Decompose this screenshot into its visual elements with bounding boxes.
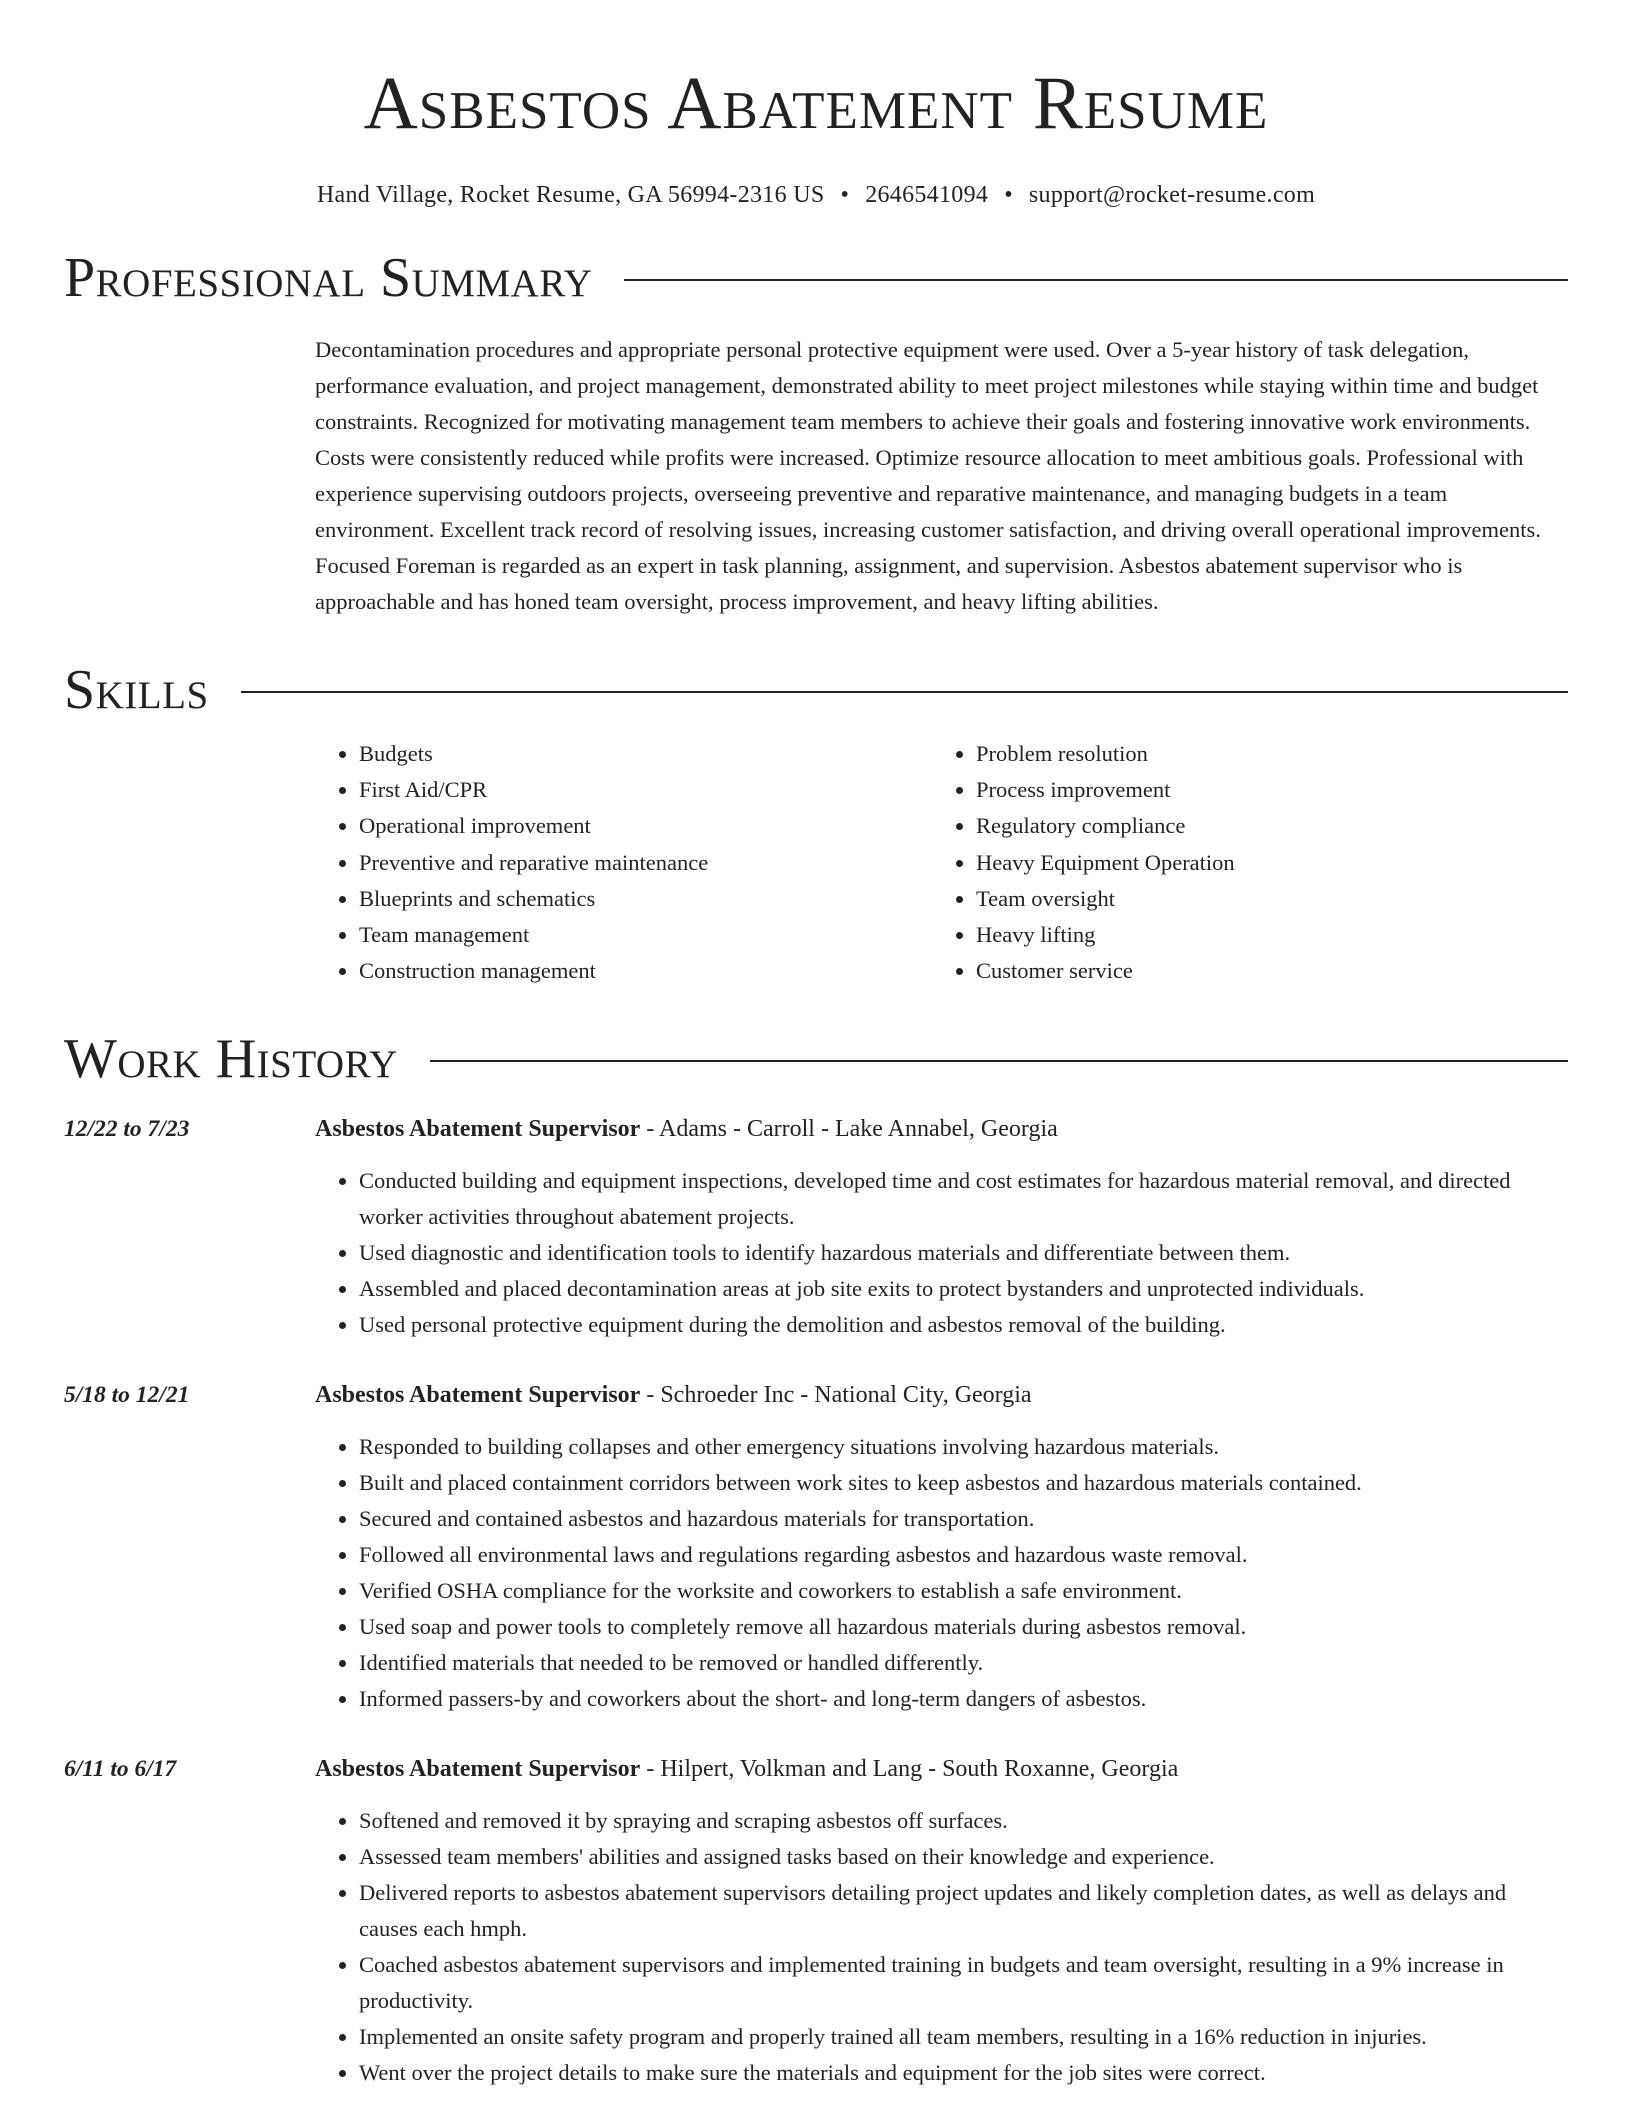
job-details — [315, 1377, 1568, 1717]
job-bullet: • Followed all environmental laws and regulations regarding asbestos and hazardous waste removal. — [359, 1537, 1568, 1573]
skill-item: • Operational improvement — [359, 808, 932, 844]
job-bullet: • Identified materials that needed to be removed or handled differently. — [359, 1645, 1568, 1681]
job-bullet: • Assessed team members' abilities and assigned tasks based on their knowledge and experience. — [359, 1839, 1568, 1875]
job-bullet: • Conducted building and equipment inspections, developed time and cost estimates for hazardous material removal, and directed worker activities throughout abatement projects. — [359, 1163, 1568, 1235]
work-section-header — [64, 1027, 1568, 1091]
job-bullet: • Responded to building collapses and other emergency situations involving hazardous materials. — [359, 1429, 1568, 1465]
job-bullet: • Assembled and placed decontamination areas at job site exits to protect bystanders and unprotected individuals. — [359, 1271, 1568, 1307]
skills-list — [315, 736, 1568, 989]
skill-item: • Regulatory compliance — [976, 808, 1476, 844]
job-details — [315, 1751, 1568, 2091]
job-bullet: • Informed passers-by and coworkers about the short- and long-term dangers of asbestos. — [359, 1681, 1568, 1717]
skill-item: • Customer service — [976, 953, 1476, 989]
job-bullet: • Delivered reports to asbestos abatement supervisors detailing project updates and likely completion dates, as well as delays and causes each hmph. — [359, 1875, 1568, 1947]
summary-section-header — [64, 246, 1568, 310]
skill-item: • Heavy Equipment Operation — [976, 845, 1476, 881]
skill-item: • Construction management — [359, 953, 932, 989]
job-title-line — [315, 1377, 1568, 1413]
job-employer: - Schroeder Inc - National City, Georgia — [640, 1382, 1032, 1409]
job-entry — [64, 1751, 1568, 2091]
skill-item: • Team oversight — [976, 881, 1476, 917]
contact-separator: • — [840, 182, 850, 208]
section-divider — [241, 691, 1568, 693]
job-title: Asbestos Abatement Supervisor — [315, 1756, 641, 1783]
job-title: Asbestos Abatement Supervisor — [315, 1382, 641, 1409]
job-bullet: • Implemented an onsite safety program and properly trained all team members, resulting in a 16% reduction in injuries. — [359, 2019, 1568, 2055]
job-title: Asbestos Abatement Supervisor — [315, 1116, 641, 1143]
section-divider — [430, 1060, 1568, 1062]
skill-item: • Team management — [359, 917, 932, 953]
skill-item: • First Aid/CPR — [359, 772, 932, 808]
job-bullets — [315, 1163, 1568, 1343]
job-dates: 6/11 to 6/17 — [64, 1756, 177, 1783]
job-title-line — [315, 1751, 1568, 1787]
job-bullet: • Used personal protective equipment during the demolition and asbestos removal of the building. — [359, 1307, 1568, 1343]
job-entry — [64, 1111, 1568, 1343]
resume-title: Asbestos Abatement Resume — [363, 62, 1269, 145]
job-bullet: • Coached asbestos abatement supervisors and implemented training in budgets and team oversight, resulting in a 9% increase in productivity. — [359, 1947, 1568, 2019]
skill-item: • Process improvement — [976, 772, 1476, 808]
job-title-line — [315, 1111, 1568, 1147]
contact-email: support@rocket-resume.com — [1028, 182, 1316, 208]
job-bullet: • Used diagnostic and identification tools to identify hazardous materials and differentiate between them. — [359, 1235, 1568, 1271]
summary-text: Decontamination procedures and appropriate personal protective equipment were used. Over a 5-year history of task delegation, performance evaluation, and project management, demonstrated ability to meet project milestones while staying within time and budget constraints. Recognized for motivating management team members to achieve their goals and fostering innovative work environments. Costs were consistently reduced while profits were increased. Optimize resource allocation to meet ambitious goals. Professional with experience supervising outdoors projects, overseeing preventive and reparative maintenance, and managing budgets in a team environment. Excellent track record of resolving issues, increasing customer satisfaction, and driving overall operational improvements. Focused Foreman is regarded as an expert in task planning, assignment, and supervision. Asbestos abatement supervisor who is approachable and has honed team oversight, process improvement, and heavy lifting abilities. — [315, 337, 1541, 614]
skills-section-header — [64, 658, 1568, 722]
summary-heading: Professional Summary — [64, 247, 593, 309]
contact-line — [64, 180, 1568, 210]
job-bullet: • Used soap and power tools to completely remove all hazardous materials during asbestos removal. — [359, 1609, 1568, 1645]
job-bullet: • Went over the project details to make sure the materials and equipment for the job sites were correct. — [359, 2055, 1568, 2091]
job-details — [315, 1111, 1568, 1343]
job-entry — [64, 1377, 1568, 1717]
skills-column-right — [932, 736, 1476, 989]
contact-phone: 2646541094 — [865, 182, 989, 208]
job-dates: 12/22 to 7/23 — [64, 1116, 190, 1143]
job-employer: - Hilpert, Volkman and Lang - South Roxanne, Georgia — [640, 1756, 1179, 1783]
job-bullets — [315, 1803, 1568, 2091]
skills-heading: Skills — [64, 659, 209, 721]
skill-item: • Heavy lifting — [976, 917, 1476, 953]
resume-page — [64, 0, 1568, 2091]
job-employer: - Adams - Carroll - Lake Annabel, Georgia — [640, 1116, 1058, 1143]
job-bullet: • Built and placed containment corridors between work sites to keep asbestos and hazardous materials contained. — [359, 1465, 1568, 1501]
section-divider — [624, 279, 1568, 281]
job-bullet: • Secured and contained asbestos and hazardous materials for transportation. — [359, 1501, 1568, 1537]
contact-address: Hand Village, Rocket Resume, GA 56994-2316 US — [316, 182, 825, 208]
contact-separator: • — [1004, 182, 1013, 208]
skill-item: • Problem resolution — [976, 736, 1476, 772]
job-dates: 5/18 to 12/21 — [64, 1382, 190, 1409]
job-bullet: • Softened and removed it by spraying and scraping asbestos off surfaces. — [359, 1803, 1568, 1839]
skill-item: • Budgets — [359, 736, 932, 772]
skill-item: • Preventive and reparative maintenance — [359, 845, 932, 881]
work-heading: Work History — [64, 1028, 398, 1091]
skill-item: • Blueprints and schematics — [359, 881, 932, 917]
job-bullets — [315, 1429, 1568, 1717]
skills-column-left — [315, 736, 932, 989]
job-bullet: • Verified OSHA compliance for the worksite and coworkers to establish a safe environment. — [359, 1573, 1568, 1609]
